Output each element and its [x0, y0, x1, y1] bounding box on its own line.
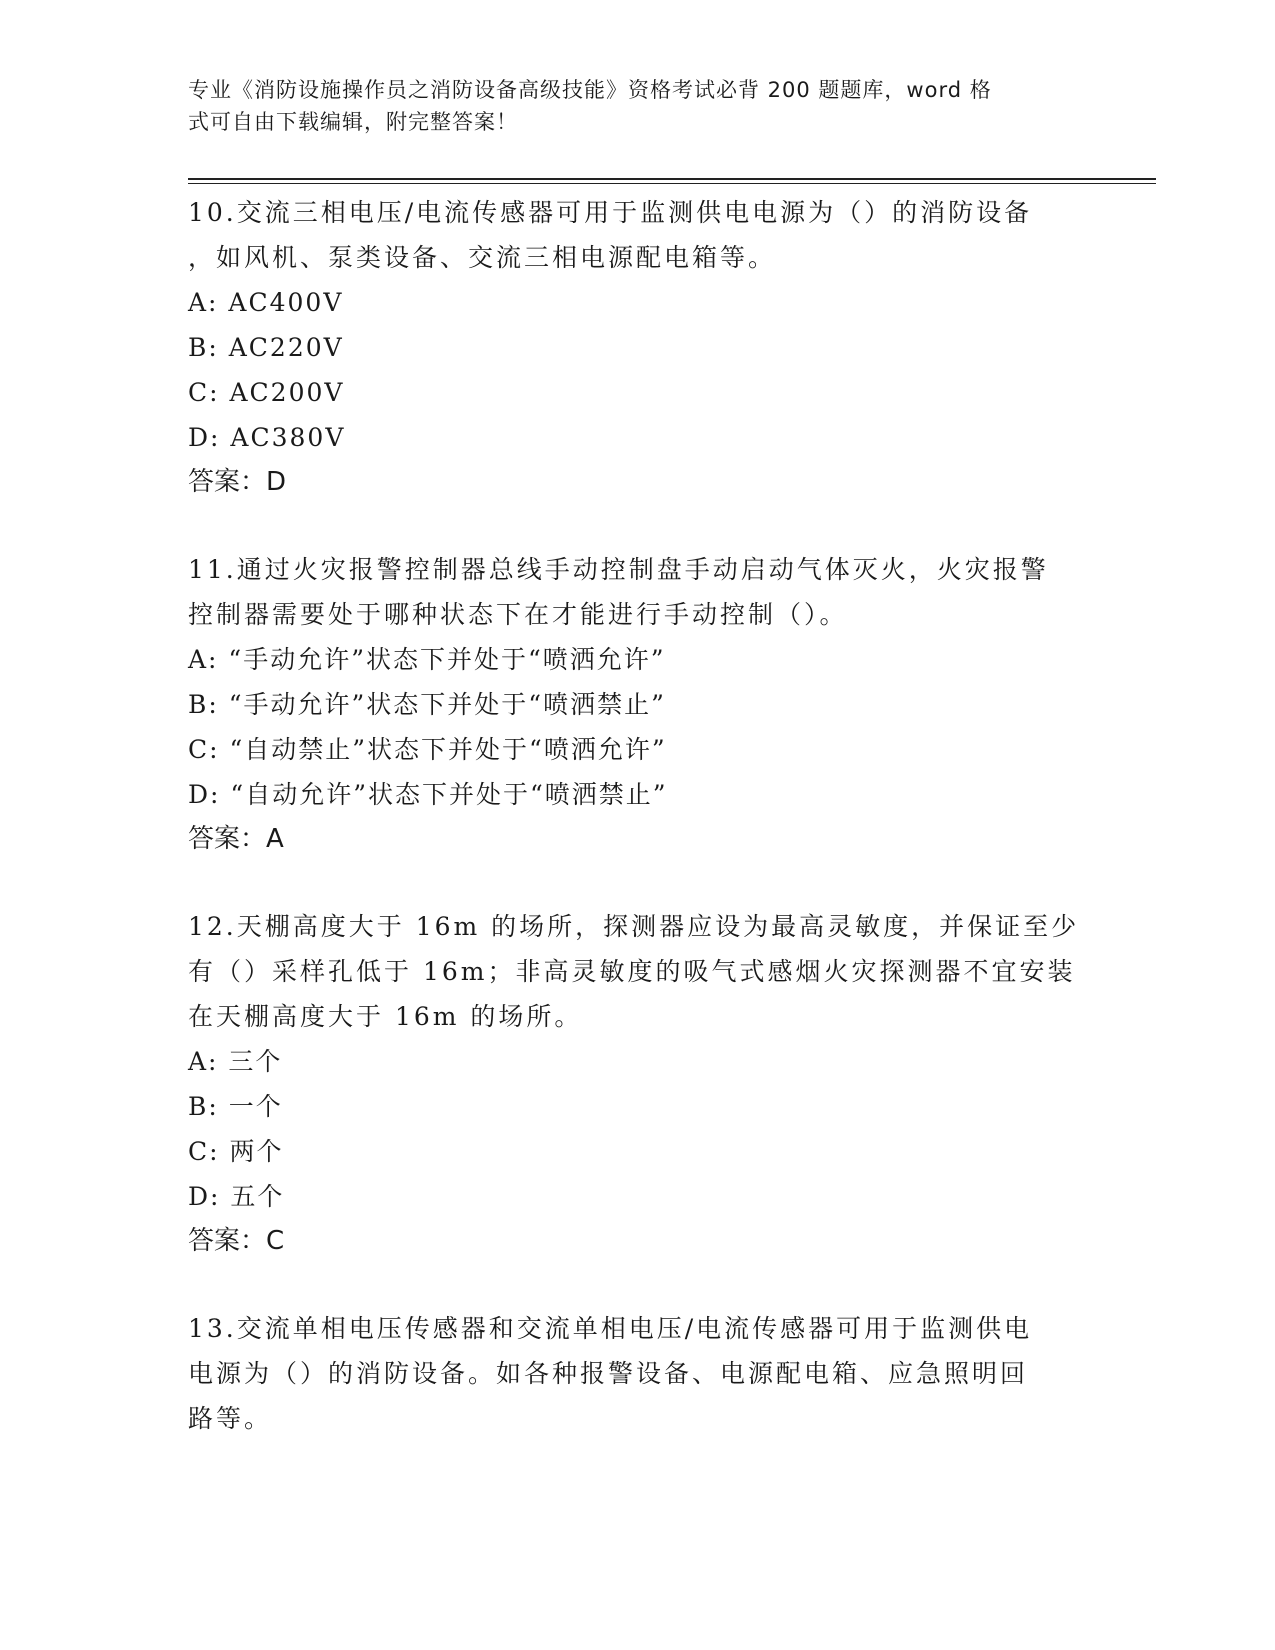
question-stem-line: 10.交流三相电压/电流传感器可用于监测供电电源为（）的消防设备 — [188, 198, 1033, 227]
option-b: B: AC220V — [188, 333, 344, 362]
option-a: A: 三个 — [188, 1047, 283, 1076]
question-11 — [188, 547, 1088, 862]
question-12 — [188, 904, 1088, 1264]
question-stem-line: 12.天棚高度大于 16m 的场所，探测器应设为最高灵敏度，并保证至少 — [188, 912, 1080, 941]
option-c: C: “自动禁止”状态下并处于“喷洒允许” — [188, 735, 667, 764]
answer-line: 答案：D — [188, 467, 287, 497]
header-divider-thin — [188, 183, 1156, 184]
answer-line: 答案：C — [188, 1226, 285, 1256]
question-stem-line: 13.交流单相电压传感器和交流单相电压/电流传感器可用于监测供电 — [188, 1314, 1033, 1343]
question-stem-line: 控制器需要处于哪种状态下在才能进行手动控制（）。 — [188, 600, 848, 629]
option-a: A: AC400V — [188, 288, 344, 317]
header-divider-thick — [188, 178, 1156, 180]
question-stem-line: 在天棚高度大于 16m 的场所。 — [188, 1002, 583, 1031]
question-13 — [188, 1306, 1088, 1441]
question-stem-line: 11.通过火灾报警控制器总线手动控制盘手动启动气体灭火，火灾报警 — [188, 555, 1049, 584]
option-d: D: AC380V — [188, 423, 346, 452]
option-c: C: AC200V — [188, 378, 345, 407]
document-header — [188, 74, 1088, 138]
option-b: B: “手动允许”状态下并处于“喷洒禁止” — [188, 690, 666, 719]
option-c: C: 两个 — [188, 1137, 284, 1166]
question-10 — [188, 190, 1088, 505]
question-stem-line: 电源为（）的消防设备。如各种报警设备、电源配电箱、应急照明回 — [188, 1359, 1029, 1388]
question-list — [188, 190, 1088, 1483]
option-d: D: “自动允许”状态下并处于“喷洒禁止” — [188, 780, 668, 809]
question-stem-line: ，如风机、泵类设备、交流三相电源配电箱等。 — [188, 243, 777, 272]
option-b: B: 一个 — [188, 1092, 283, 1121]
answer-line: 答案：A — [188, 824, 284, 854]
option-a: A: “手动允许”状态下并处于“喷洒允许” — [188, 645, 666, 674]
question-stem-line: 路等。 — [188, 1404, 273, 1433]
question-stem-line: 有（）采样孔低于 16m；非高灵敏度的吸气式感烟火灾探测器不宜安装 — [188, 957, 1076, 986]
header-line-1: 专业《消防设施操作员之消防设备高级技能》资格考试必背 200 题题库，word 格 — [188, 78, 992, 102]
header-line-2: 式可自由下载编辑，附完整答案！ — [188, 110, 518, 134]
option-d: D: 五个 — [188, 1182, 285, 1211]
